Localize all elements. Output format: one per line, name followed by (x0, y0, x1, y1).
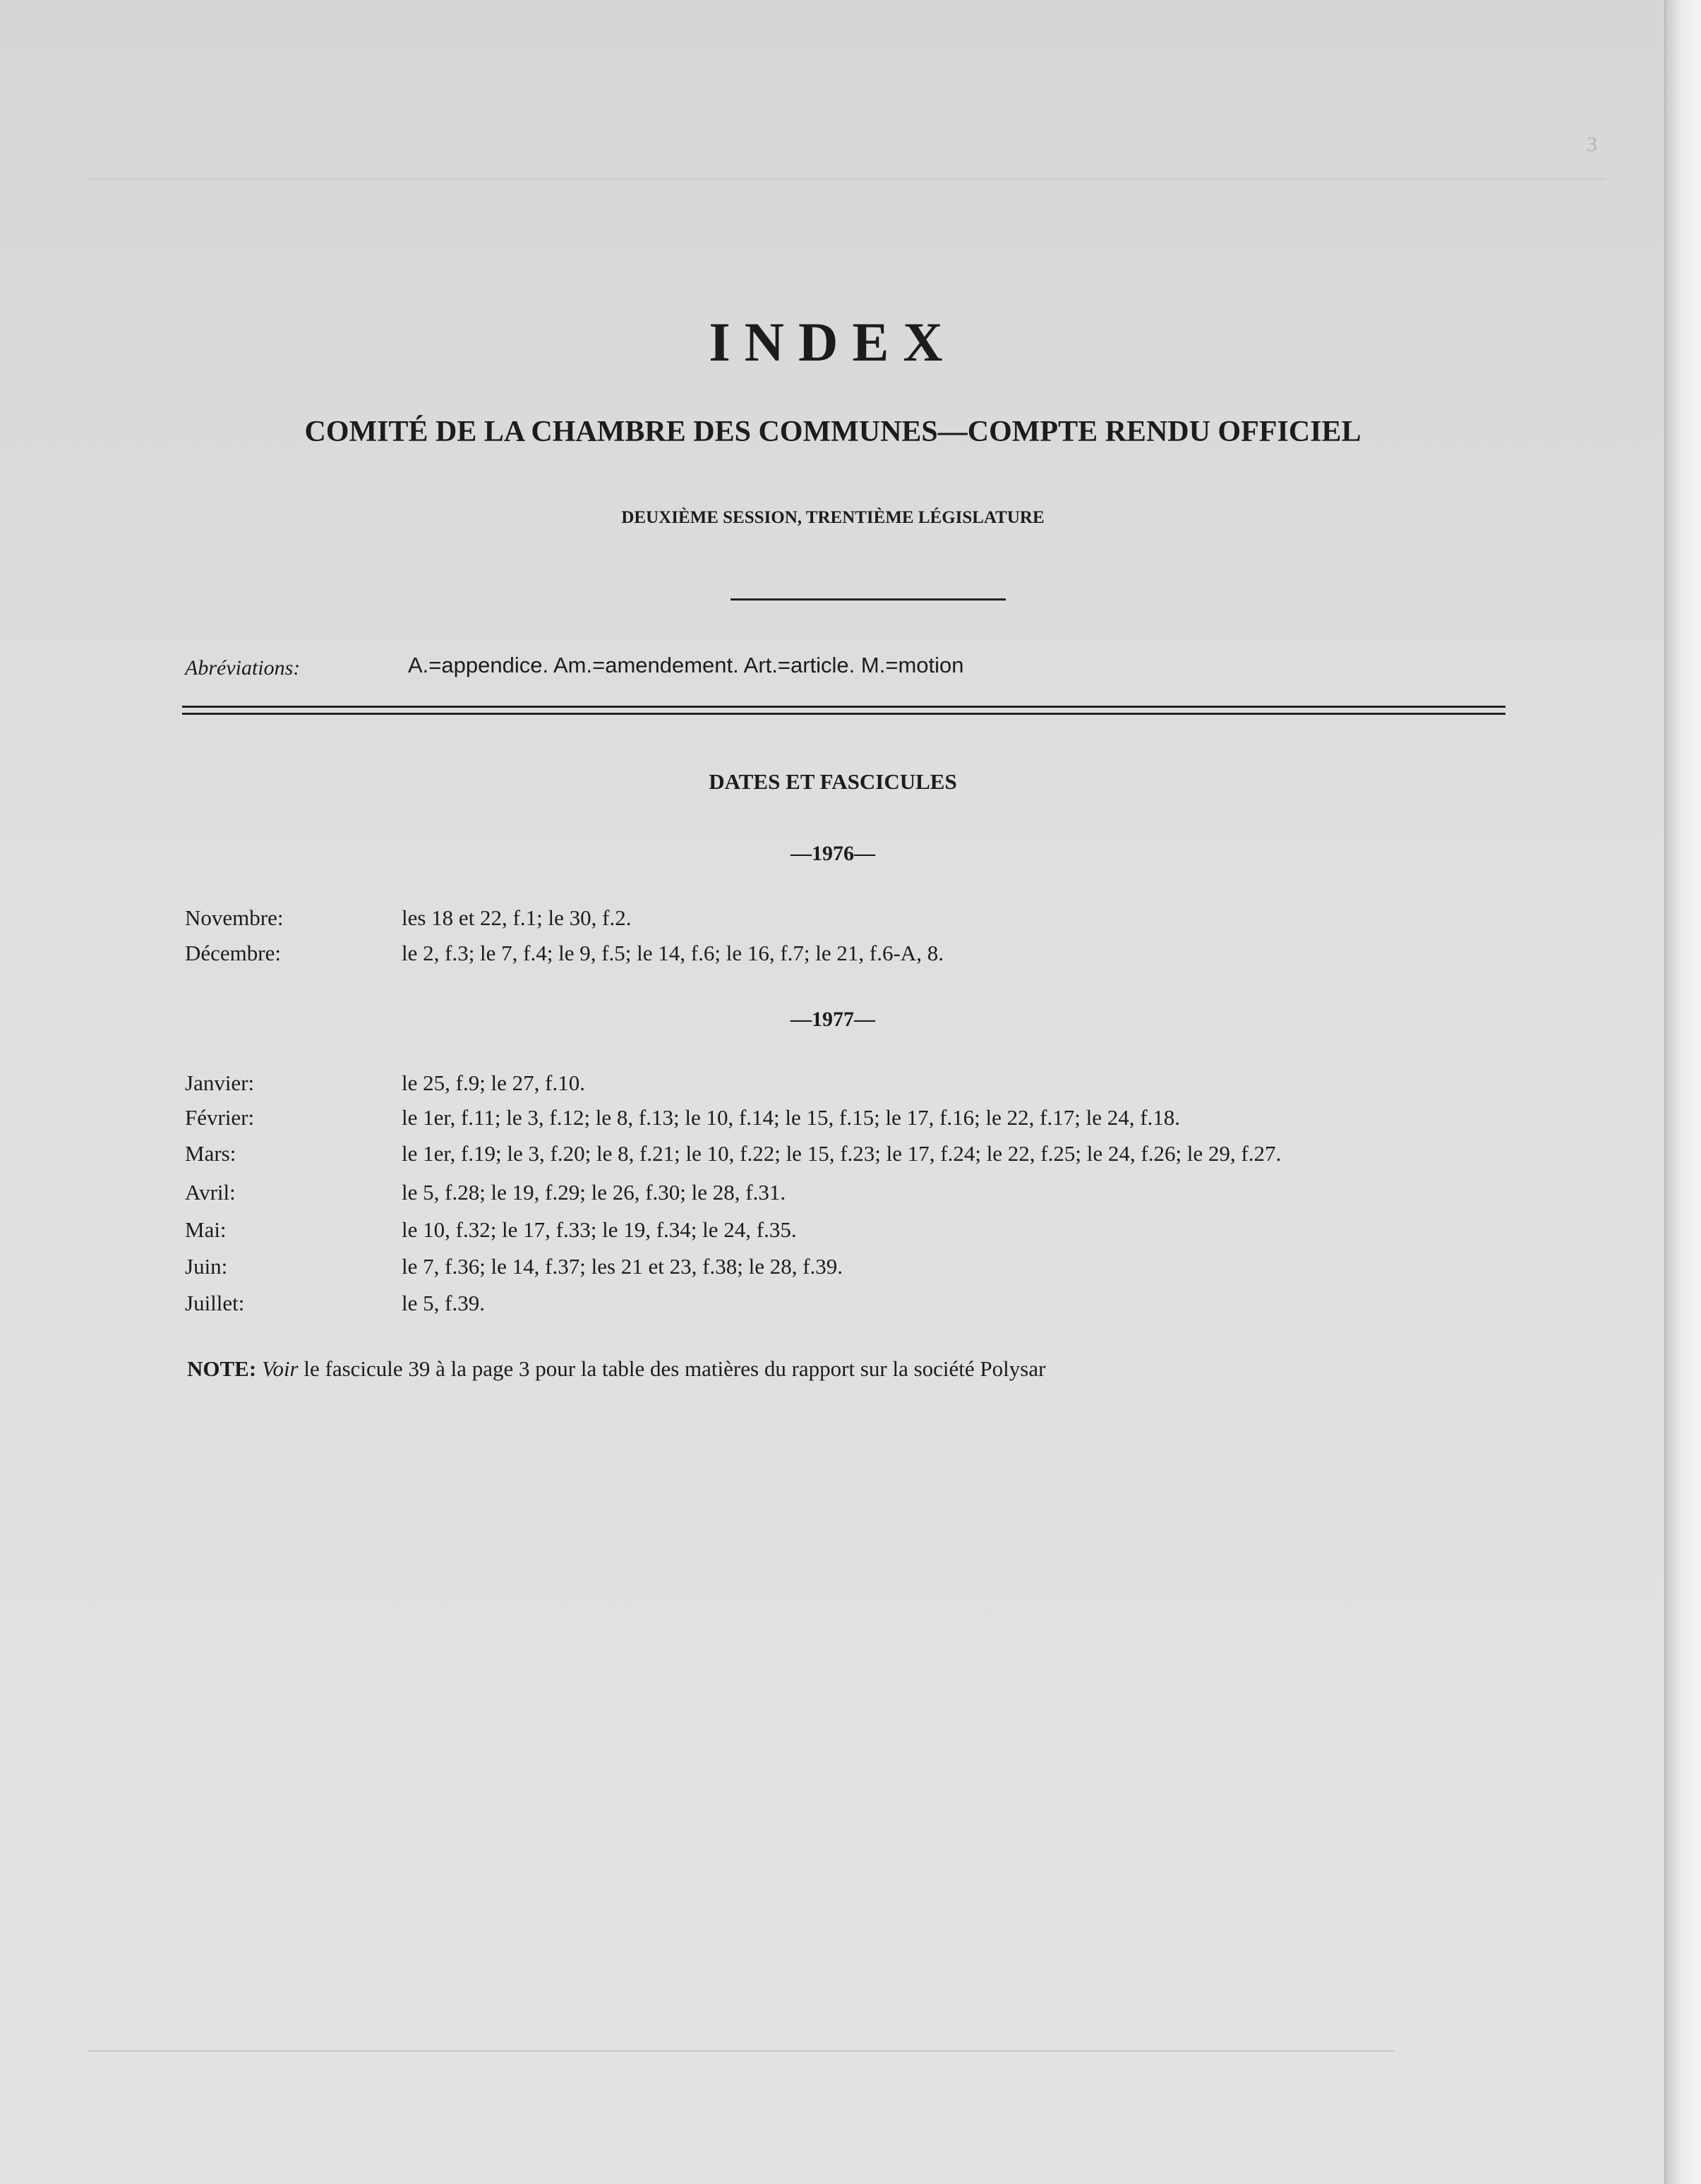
month-label: Février: (185, 1105, 255, 1130)
month-label: Novembre: (185, 905, 284, 930)
page-edge (1664, 0, 1701, 2184)
session-line: DEUXIÈME SESSION, TRENTIÈME LÉGISLATURE (621, 508, 1045, 527)
month-dates: le 5, f.28; le 19, f.29; le 26, f.30; le 28, f.31. (402, 1180, 786, 1205)
month-dates: le 10, f.32; le 17, f.33; le 19, f.34; le 24, f.35. (402, 1217, 797, 1242)
title-divider (731, 598, 1006, 601)
bleed-through-rule (88, 2050, 1394, 2052)
note (187, 1356, 1045, 1382)
month-dates: le 2, f.3; le 7, f.4; le 9, f.5; le 14, f.6; le 16, f.7; le 21, f.6-A, 8. (402, 941, 944, 965)
abbreviations-text: A.=appendice. Am.=amendement. Art.=article. M.=motion (408, 653, 964, 677)
note-voir: Voir (261, 1356, 299, 1381)
month-label: Juillet: (185, 1291, 245, 1315)
page-title: INDEX (709, 311, 957, 373)
note-label: NOTE: (187, 1356, 257, 1381)
month-label: Avril: (185, 1180, 236, 1205)
month-dates: le 5, f.39. (402, 1291, 485, 1315)
double-rule-top (182, 706, 1505, 708)
bleed-through-rule (88, 178, 1606, 180)
year-heading-1977: —1977— (791, 1008, 875, 1031)
month-label: Décembre: (185, 941, 281, 965)
month-dates: le 7, f.36; le 14, f.37; les 21 et 23, f.38; le 28, f.39. (402, 1254, 843, 1279)
month-label: Juin: (185, 1254, 228, 1279)
month-dates: les 18 et 22, f.1; le 30, f.2. (402, 905, 632, 930)
month-label: Mai: (185, 1217, 227, 1242)
double-rule-bottom (182, 713, 1505, 715)
month-dates: le 25, f.9; le 27, f.10. (402, 1070, 586, 1095)
month-dates: le 1er, f.11; le 3, f.12; le 8, f.13; le 10, f.14; le 15, f.15; le 17, f.16; le 22, f.17; le 24, f.18. (402, 1105, 1181, 1130)
note-text: le fascicule 39 à la page 3 pour la table des matières du rapport sur la société Polysar (303, 1356, 1046, 1381)
month-label: Janvier: (185, 1070, 255, 1095)
month-label: Mars: (185, 1141, 236, 1166)
abbreviations-label: Abréviations: (185, 656, 301, 680)
page-number: 3 (1587, 133, 1597, 156)
month-dates: le 1er, f.19; le 3, f.20; le 8, f.21; le 10, f.22; le 15, f.23; le 17, f.24; le 22, f.25; le 24, f.26; le 29, f.27. (402, 1141, 1282, 1166)
section-heading: DATES ET FASCICULES (709, 769, 957, 794)
year-heading-1976: —1976— (791, 842, 875, 865)
page-subtitle: COMITÉ DE LA CHAMBRE DES COMMUNES—COMPTE RENDU OFFICIEL (304, 416, 1362, 448)
